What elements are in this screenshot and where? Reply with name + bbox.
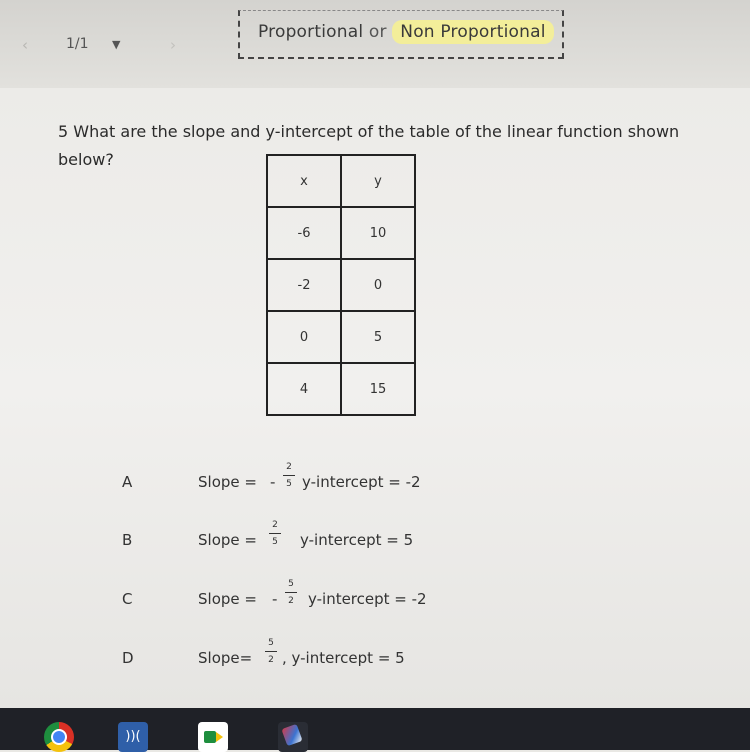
table-header-row xyxy=(267,155,415,207)
document-title-box xyxy=(238,10,564,59)
read-write-icon[interactable]: ))( xyxy=(118,722,148,752)
table-cell-x: 0 xyxy=(267,311,341,363)
y-intercept-text: y-intercept = 5 xyxy=(300,531,414,549)
app-shortcut-icon[interactable] xyxy=(278,722,308,752)
fraction-denominator: 5 xyxy=(272,537,278,547)
title-non-proportional-highlight: Non Proportional xyxy=(392,20,553,44)
slope-label: Slope = xyxy=(198,531,257,549)
next-page-icon[interactable]: › xyxy=(170,36,176,54)
fraction-numerator: 2 xyxy=(286,462,292,472)
slope-label: Slope = xyxy=(198,473,257,491)
header-x: x xyxy=(267,155,341,207)
fraction-numerator: 5 xyxy=(268,638,274,648)
negative-sign: - xyxy=(272,590,278,608)
fraction-bar xyxy=(285,592,297,593)
title-proportional: Proportional xyxy=(258,22,364,42)
document-title xyxy=(258,22,554,42)
slope-fraction xyxy=(284,578,298,607)
fraction-bar xyxy=(269,533,281,534)
answer-option-b[interactable] xyxy=(0,520,750,563)
chrome-icon[interactable] xyxy=(44,722,74,752)
slope-label: Slope= xyxy=(198,649,253,667)
table-cell-x: -6 xyxy=(267,207,341,259)
answer-option-a[interactable] xyxy=(0,462,750,505)
table-row xyxy=(267,311,415,363)
option-letter: B xyxy=(122,531,133,549)
taskbar xyxy=(0,708,750,750)
fraction-denominator: 2 xyxy=(288,596,294,606)
fraction-denominator: 5 xyxy=(286,479,292,489)
table-cell-x: -2 xyxy=(267,259,341,311)
answer-option-d[interactable] xyxy=(0,638,750,681)
table-row xyxy=(267,259,415,311)
table-cell-y: 10 xyxy=(341,207,415,259)
option-letter: A xyxy=(122,473,133,491)
question-text: 5 What are the slope and y-intercept of the table of the linear function shown below? xyxy=(58,122,680,169)
slope-fraction xyxy=(282,461,296,490)
page-indicator[interactable]: 1/1 xyxy=(66,36,89,52)
y-intercept-text: y-intercept = -2 xyxy=(308,590,427,608)
table-cell-y: 15 xyxy=(341,363,415,415)
y-intercept-text: y-intercept = -2 xyxy=(302,473,421,491)
table-row xyxy=(267,363,415,415)
fraction-bar xyxy=(265,651,277,652)
chevron-down-icon[interactable]: ▼ xyxy=(112,38,121,51)
video-meeting-icon[interactable] xyxy=(198,722,228,752)
option-letter: C xyxy=(122,590,133,608)
slope-fraction xyxy=(268,519,282,548)
header-y: y xyxy=(341,155,415,207)
table-cell-x: 4 xyxy=(267,363,341,415)
fraction-denominator: 2 xyxy=(268,655,274,665)
option-letter: D xyxy=(122,649,134,667)
slope-label: Slope = xyxy=(198,590,257,608)
fraction-numerator: 2 xyxy=(272,520,278,530)
table-row xyxy=(267,207,415,259)
negative-sign: - xyxy=(270,473,276,491)
function-table xyxy=(266,154,416,416)
y-intercept-text: , y-intercept = 5 xyxy=(282,649,405,667)
answer-option-c[interactable] xyxy=(0,579,750,622)
table-cell-y: 0 xyxy=(341,259,415,311)
title-or: or xyxy=(368,22,387,42)
table-cell-y: 5 xyxy=(341,311,415,363)
fraction-numerator: 5 xyxy=(288,579,294,589)
slope-fraction xyxy=(264,637,278,666)
previous-page-icon[interactable]: ‹ xyxy=(22,36,28,54)
top-toolbar xyxy=(0,0,750,88)
fraction-bar xyxy=(283,475,295,476)
